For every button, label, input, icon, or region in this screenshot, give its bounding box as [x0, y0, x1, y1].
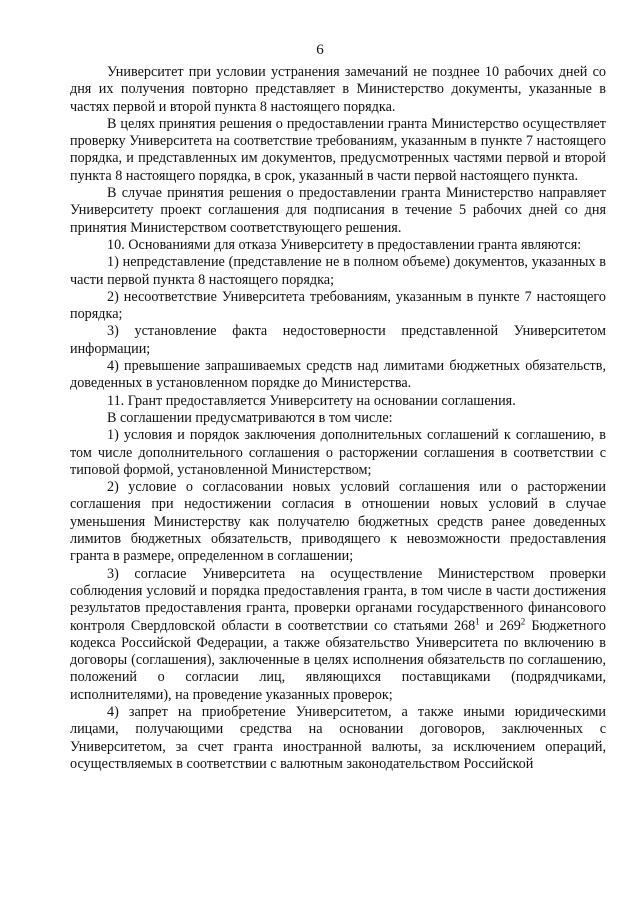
paragraph: 3) установление факта недостоверности представленной Университетом информации;: [70, 323, 606, 357]
paragraph-budget-code: [70, 566, 606, 704]
paragraph: В случае принятия решения о предоставлении гранта Министерство направляет Университету проект соглашения для подписания в течение 5 рабочих дней со дня принятия Министерством соответствующего решения.: [70, 185, 606, 236]
paragraph: 4) превышение запрашиваемых средств над лимитами бюджетных обязательств, доведенных в установленном порядке до Министерства.: [70, 358, 606, 392]
paragraph: 2) несоответствие Университета требованиям, указанным в пункте 7 настоящего порядка;: [70, 288, 606, 323]
paragraph-text: 3) согласие Университета на осуществление Министерством проверки соблюдения условий и порядка предоставления гранта, в том числе в части достижения результатов предоставления гранта, проверки органами государственного финансового контроля Свердловской области в соответствии со статьями 268: [70, 565, 606, 634]
paragraph: 4) запрет на приобретение Университетом, а также иными юридическими лицами, получающими средства на основании договоров, заключенных с Университетом, за счет гранта иностранной валюты, за исключением операций, осуществляемых в соответствии с валютным законодательством Российской: [70, 703, 606, 772]
page-number: 6: [316, 42, 324, 58]
paragraph: Университет при условии устранения замечаний не позднее 10 рабочих дней со дня их получения повторно представляет в Министерство документы, указанные в частях первой и второй пункта 8 настоящего порядка.: [70, 64, 606, 115]
paragraph: 1) условия и порядок заключения дополнительных соглашений к соглашению, в том числе дополнительного соглашения о расторжении соглашения в соответствии с типовой формой, установленной Министерством;: [70, 427, 606, 478]
superscript: 2: [520, 615, 526, 626]
superscript: 1: [475, 615, 480, 626]
paragraph: 10. Основаниями для отказа Университету в предоставлении гранта являются:: [107, 236, 582, 253]
paragraph: 2) условие о согласовании новых условий соглашения или о расторжении соглашения при недостижении согласия в отношении новых условий в случае уменьшения Министерству как получателю бюджетных средств ранее доведенных лимитов бюджетных обязательств, приводящего к невозможности предоставления гранта в размере, определенном в соглашении;: [70, 479, 606, 565]
paragraph-text: и 269: [479, 617, 521, 634]
paragraph: В целях принятия решения о предоставлении гранта Министерство осуществляет проверку Университета на соответствие требованиям, указанным в пункте 7 настоящего порядка, и представленных им документов, предусмотренных частями первой и второй пункта 8 настоящего порядка, в срок, указанный в части первой настоящего пункта.: [70, 115, 606, 184]
paragraph: 11. Грант предоставляется Университету на основании соглашения.: [107, 392, 516, 409]
paragraph-text: Бюджетного кодекса Российской Федерации, а также обязательство Университета по включению в договоры (соглашения), заключенные в целях исполнения обязательств по соглашению, положений о согласии лиц, являющихся поставщиками (подрядчиками, исполнителями), на проведение указанных проверок;: [70, 617, 606, 703]
document-body: [70, 64, 606, 773]
paragraph: В соглашении предусматриваются в том числе:: [107, 409, 393, 426]
paragraph: 1) непредставление (представление не в полном объеме) документов, указанных в части первой пункта 8 настоящего порядка;: [70, 254, 606, 288]
